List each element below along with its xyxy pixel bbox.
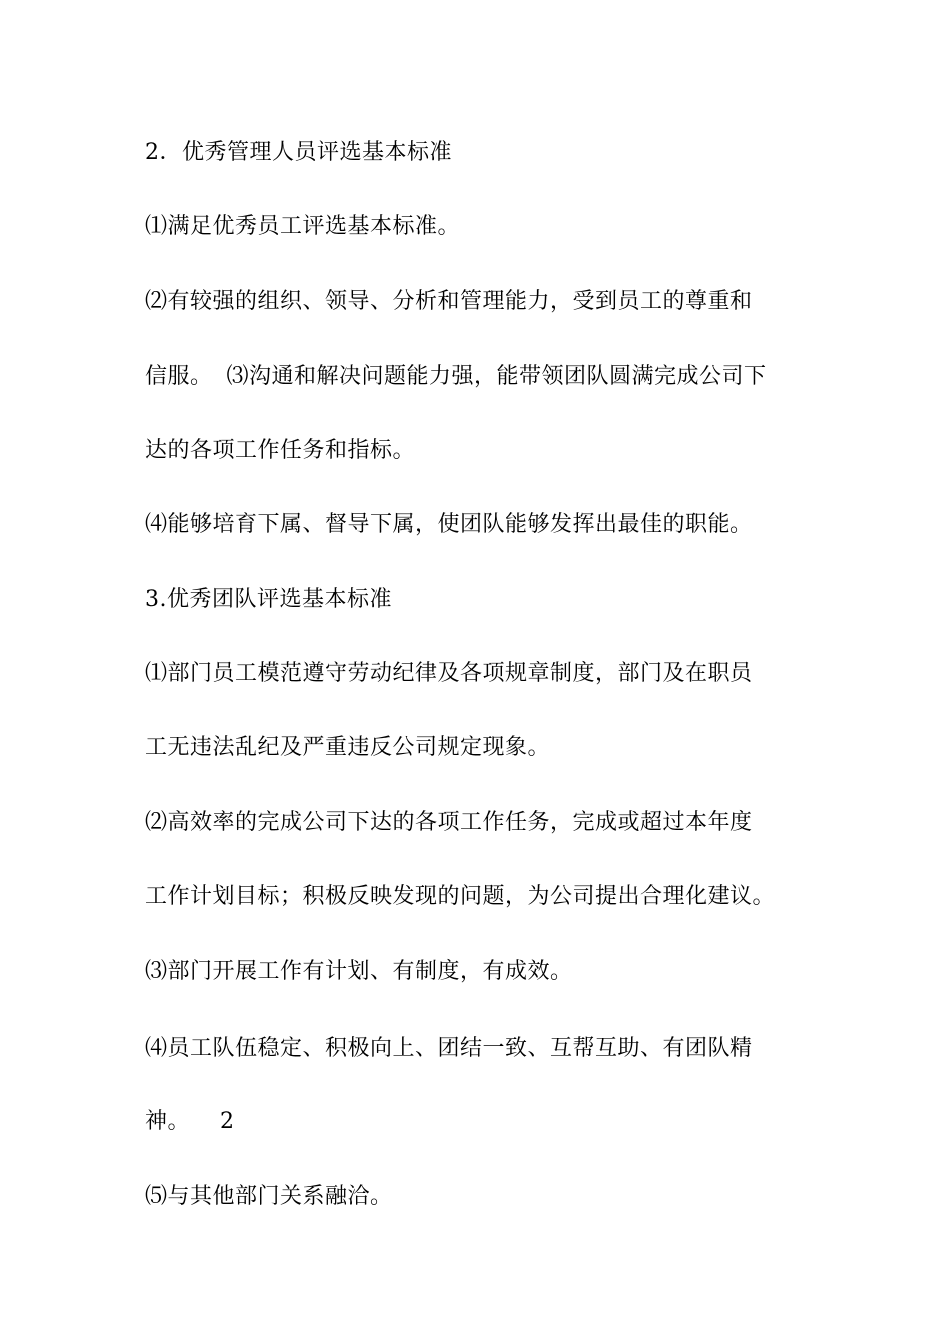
text-line: 3.优秀团队评选基本标准: [145, 587, 392, 612]
paragraph-line: [145, 733, 815, 763]
paragraph-line: [145, 436, 815, 466]
paragraph-line: [145, 362, 815, 392]
text-line: ⑵高效率的完成公司下达的各项工作任务，完成或超过本年度: [145, 810, 753, 835]
paragraph-line: [145, 1182, 815, 1212]
text-line: ⑶部门开展工作有计划、有制度，有成效。: [145, 959, 573, 984]
text-line: ⑴满足优秀员工评选基本标准。: [145, 214, 461, 239]
paragraph-line: [145, 882, 815, 912]
paragraph-line: [145, 287, 815, 317]
paragraph-line: [145, 808, 815, 838]
text-line: ⑷能够培育下属、督导下属，使团队能够发挥出最佳的职能。: [145, 512, 753, 537]
paragraph-line: [145, 510, 815, 540]
paragraph-line: [145, 1107, 815, 1137]
text-line: ⑸与其他部门关系融洽。: [145, 1184, 393, 1209]
page-number: 2: [220, 1109, 235, 1134]
text-line: ⑷员工队伍稳定、积极向上、团结一致、互帮互助、有团队精: [145, 1036, 753, 1061]
text-line: ⑵有较强的组织、领导、分析和管理能力，受到员工的尊重和: [145, 289, 753, 314]
paragraph-line: [145, 212, 815, 242]
section-heading-team: [145, 585, 815, 615]
paragraph-line: [145, 659, 815, 689]
text-line: 神。: [145, 1109, 191, 1134]
section-heading-management: [145, 138, 815, 168]
text-line: 2．优秀管理人员评选基本标准: [145, 140, 452, 165]
text-line: 信服。: [145, 364, 213, 389]
text-line: 工作计划目标；积极反映发现的问题，为公司提出合理化建议。: [145, 884, 776, 909]
text-line: ⑴部门员工模范遵守劳动纪律及各项规章制度，部门及在职员: [145, 661, 753, 686]
paragraph-line: [145, 1034, 815, 1064]
text-line: ⑶沟通和解决问题能力强，能带领团队圆满完成公司下: [226, 364, 767, 389]
text-line: 达的各项工作任务和指标。: [145, 438, 416, 463]
paragraph-line: [145, 957, 815, 987]
text-line: 工无违法乱纪及严重违反公司规定现象。: [145, 735, 551, 760]
